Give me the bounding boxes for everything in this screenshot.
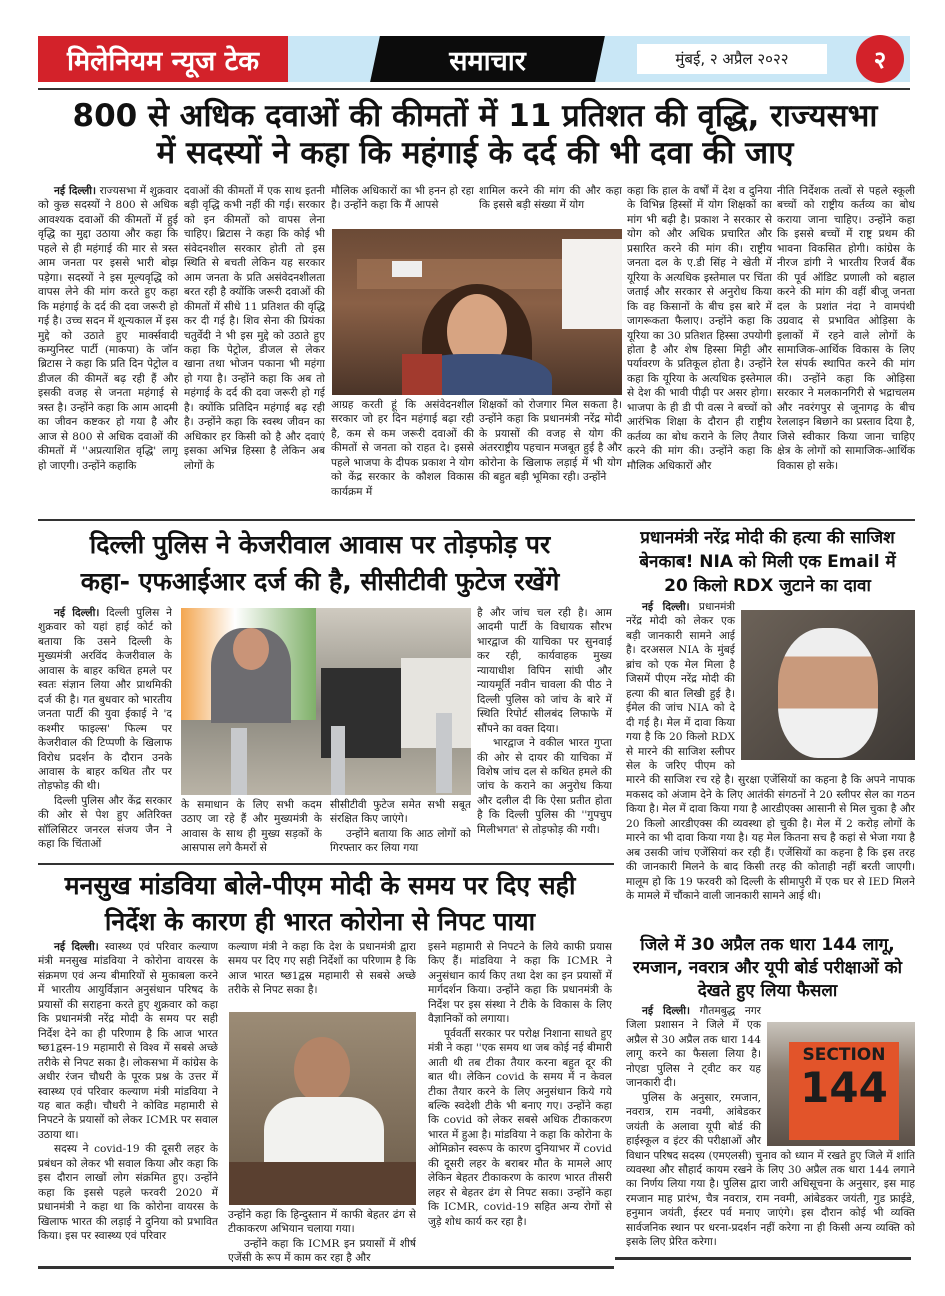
headline-line: दिल्ली पुलिस ने केजरीवाल आवास पर तोड़फोड़ पर: [89, 530, 551, 559]
body-text: नीति निर्देशक तत्वों से पहले स्कूली बच्चों को राष्ट्रीय कर्तव्य का बोध कराया जाना चाहिए। उन्होंने कहा कि इससे बच्चों में राष्ट्र प्रथम की भावना विकसित होगी। कांग्रेस के नीरज डांगी ने भारतीय रिजर्व बैंक की पूर्व ऑडिट प्रणाली को बहाल करने की मांग की वहीं बीजू जनता दल के प्रशांत नंदा ने वामपंथी उग्रवाद से प्रभावित ओड़िसा के इलाकों में रहने वाले लोगों के सामाजिक-आर्थिक विकास के लिए रेल संपर्क स्थापित करने की मांग की। उन्होंने कहा कि ओड़िसा सरकार ने मलकानगिरी से भद्राचलम और नवरंगपुर से जूनागढ़ के बीच रेललाइन बिछाने का प्रस्ताव दिया है, जिसे स्वीकार किया जाना चाहिए क्षेत्र के लोगों को सामाजिक-आर्थिक विकास हो सके।: [777, 185, 915, 472]
body-text: पुलिस के अनुसार, रमजान, नवरात्र, राम नवमी, आंबेडकर जयंती के अलावा यूपी बोर्ड की हाईस्कूल व इंटर की परीक्षाओं और विधान परिषद सदस्य (एमएलसी) चुनाव को ध्यान में रखते हुए जिले में शांति व्यवस्था और सौहार्द कायम रखने के लिए 30 अप्रैल तक धारा 144 लगाने का निर्णय लिया गया है। पुलिस द्वारा जारी अधिसूचना के अनुसार, इस माह रमजान माह प्रारंभ, चैत्र नवरात्र, राम नवमी, आंबेडकर जयंती, गुड फ्राईडे, हनुमान जयंती, ईस्टर पर्व मनाए जाएंगे। इस दौरान कोई भी व्यक्ति सार्वजनिक स्थान पर धरना-प्रदर्शन नहीं करेगा ना ही किसी अन्य व्यक्ति को इसके लिए प्रेरित करेगा।: [626, 1091, 915, 1249]
article-column: [479, 398, 622, 516]
masthead: मिलेनियम न्यूज टेक: [38, 36, 288, 82]
body-text: उन्होंने कहा कि हिन्दुस्तान में काफी बेहतर ढंग से टीकाकरण अभियान चलाया गया।: [228, 1209, 416, 1236]
photo-section-144: [767, 1022, 915, 1146]
headline-line: प्रधानमंत्री नरेंद्र मोदी की हत्या की साजिश: [640, 528, 895, 548]
article-column: [38, 184, 178, 516]
body-text: पूर्ववर्ती सरकार पर परोक्ष निशाना साधते हुए मंत्री ने कहा ''एक समय था जब कोई नई बीमारी आती थी तब टीका तैयार करना बहुत दूर की बात थी। लेकिन covid के समय में न केवल टीका तैयार करने के लिए अनुसंधान किये गये बल्कि स्वदेशी टीके भी बनाए गए। उन्होंने कहा कि covid को लेकर सबसे अधिक टीकाकरण भारत में हुआ है। मांडविया ने कहा कि कोरोना के ओमिक्रोन स्वरूप के कारण दुनियाभर में covid की दूसरी लहर के बराबर मौत के मामले आए लेकिन बेहतर टीकाकरण के कारण भारत तीसरी लहर से बेहतर ढंग से निपट सका। उन्होंने कहा कि ICMR, covid-19 सहित अन्य रोगों से जुड़े शोध कार्य कर रहा है।: [428, 1027, 612, 1228]
article-column: [228, 940, 416, 1000]
body-text: सदस्य ने covid-19 की दूसरी लहर के प्रबंधन को लेकर भी सवाल किया और कहा कि इस दौरान लाखों लोग संक्रमित हुए। उन्होंने कहा कि इससे पहले फरवरी 2020 में प्रधानमंत्री ने कहा था कि कोरोना वायरस के खिलाफ भारत की लड़ाई ने दुनिया को प्रभावित किया। इस पर स्वास्थ्य एवं परिवार: [38, 1143, 218, 1243]
body-text: आग्रह करती हूं कि असंवेदनशील सरकार जो हर दिन महंगाई बढ़ा रही है, कम से कम जरूरी दवाओं की कीमतों से जनता को राहत दे। इससे पहले भाजपा के दीपक प्रकाश ने योग को केंद्र सरकार के कौशल विकास कार्यक्रम में: [331, 399, 474, 498]
article-column: [228, 1208, 416, 1266]
article-column: [331, 184, 474, 214]
body-text: कहा कि हाल के वर्षों में देश व दुनिया के विभिन्न हिस्सों में योग शिक्षकों का मांग भी बढ़ी है। प्रकाश ने सरकार से योग को और अधिक प्रचारित और प्रसारित करने की मांग की। राष्ट्रीय जनता दल के ए.डी सिंह ने खेती में यूरिया के अत्यधिक इस्तेमाल पर चिंता जताई और सरकार से अनुरोध किया कि वह किसानों के बीच इस बारे में जागरूकता फैलाए। उन्होंने कहा कि यूरिया का 30 प्रतिशत हिस्सा उपयोगी होता है और शेष हिस्सा मिट्टी और पर्यावरण के प्रतिकूल होता है। उन्होंने कहा कि यूरिया के अत्यधिक इस्तेमाल से देश की भावी पीढ़ी पर असर होगा। भाजपा के ही डी पी वत्स ने बच्चों को आरंभिक शिक्षा के दौरान ही राष्ट्रीय कर्तव्य का बोध कराने के लिए तैयार करने की मांग की। उन्होंने कहा कि मौलिक अधिकारों और: [627, 185, 772, 472]
headline-line: रमजान, नवरात्र और यूपी बोर्ड परीक्षाओं को: [632, 958, 903, 978]
article-column: [184, 184, 325, 516]
body-text: इसने महामारी से निपटने के लिये काफी प्रयास किए हैं। मांडविया ने कहा कि ICMR ने अनुसंधान कार्य किए तथा देश का इन प्रयासों में मार्गदर्शन किया। उन्होंने कहा कि प्रधानमंत्री के निर्देश पर इस संस्था ने टीके के विकास के लिए वैज्ञानिकों को लगाया।: [428, 941, 612, 1026]
photo-mandaviya-parliament: [229, 1012, 416, 1205]
body-text: कल्याण मंत्री ने कहा कि देश के प्रधानमंत्री द्वारा समय पर दिए गए सही निर्देशों का परिणाम है कि आज भारत ष्छ1द्वस्र महामारी से सबसे अच्छे तरीके से निपट सका है।: [228, 941, 416, 997]
section-title: समाचार: [449, 45, 526, 77]
dateline: नई दिल्ली।: [642, 601, 690, 613]
body-text: सीसीटीवी फुटेज समेत सभी सबूत संरक्षित किए जाएंगे।: [330, 799, 471, 826]
article-column: [181, 798, 322, 860]
body-text: राज्यसभा में शुक्रवार को कुछ सदस्यों ने 800 से अधिक आवश्यक दवाओं की कीमतों में हुई वृद्धि का मुद्दा उठाया और कहा कि पहले से ही महंगाई की मार से त्रस्त आम जनता पर इससे भारी बोझ पड़ेगा। सदस्यों ने इस मूल्यवृद्धि को वापस लेने की मांग करते हुए कहा कि महंगाई के दर्द की दवा जरूरी हो गई है। उच्च सदन में शून्यकाल में इस मुद्दे को उठाते हुए मार्क्सवादी कम्युनिस्ट पार्टी (माकपा) के जॉन ब्रिटास ने कहा कि प्रति दिन पेट्रोल व डीजल की कीमतें बढ़ रही हैं और इसकी वजह से जनता महंगाई से त्रस्त है। उन्होंने कहा कि आम आदमी का जीवन कष्टकर हो गया है और आज से 800 से अधिक दवाओं की कीमतों में ''अप्रत्याशित वृद्धि' लागू हो जाएगी। उन्होंने कहाकि: [38, 185, 178, 472]
article-headline: [620, 934, 915, 1003]
photo-rajyasabha-speaker: [332, 229, 622, 395]
photo-pm-modi: [741, 610, 915, 760]
divider: [38, 863, 614, 865]
article-column: [479, 184, 622, 214]
headline-line: 800 से अधिक दवाओं की कीमतों में 11 प्रतिशत की वृद्धि, राज्यसभा: [72, 98, 878, 134]
body-text: दवाओं की कीमतों में एक साथ इतनी बड़ी वृद्धि कभी नहीं की गई। सरकार को इन कीमतों को वापस लेना चाहिए। ब्रिटास ने कहा कि कोई भी संवेदनशील सरकार होती तो इस स्थिति से बचती लेकिन यह सरकार आम जनता के प्रति असंवेदनशीलता बरत रही है क्योंकि जरूरी दवाओं की कीमतों में सीधे 11 प्रतिशत की वृद्धि कर दी गई है। शिव सेना की प्रियंका चतुर्वेदी ने भी इस मुद्दे को उठाते हुए कहा कि पेट्रोल, डीजल से लेकर खाना तथा भोजन पकाना भी महंगा हो गया है। उन्होंने कहा कि अब तो महंगाई के दर्द की दवा जरूरी हो गई है। क्योंकि प्रतिदिन महंगाई बढ़ रही है। उन्होंने कहा कि स्वस्थ जीवन का अधिकार हर किसी को है और दवाएं इसका अभिन्न हिस्सा है लेकिन अब लोगों के: [184, 185, 325, 472]
body-text: शामिल करने की मांग की और कहा कि इससे बड़ी संख्या में योग: [479, 185, 622, 212]
article-column: [331, 398, 474, 516]
issue-date: मुंबई, २ अप्रैल २०२२: [637, 44, 827, 74]
article-headline: [30, 868, 610, 940]
dateline: नई दिल्ली।: [54, 607, 100, 619]
article-headline: [30, 526, 610, 600]
article-column: [477, 606, 612, 860]
body-text: प्रधानमंत्री नरेंद्र मोदी को लेकर एक बड़ी जानकारी सामने आई है। दरअसल NIA के मुंबई ब्रांच को एक मेल मिला है जिसमें पीएम नरेंद्र मोदी की हत्या की बात लिखी हुई है। ईमेल की जांच NIA को दे दी गई है। मेल में दावा किया गया है कि 20 किलो RDX से मारने की साजिश स्लीपर सेल के जरिए पीएम को मारने की साजिश रच रहे है। सुरक्षा एजेंसियों का कहना है कि अपने नापाक मकसद को अंजाम देने के लिए आतंकी संगठनों ने 20 स्लीपर सेल का गठन किया है। मेल में दावा किया गया है आरडीएक्स आसानी से मिल चुका है और 20 किलो आरडीएक्स की व्यवस्था हो चुकी है। मेल में 2 करोड़ लोगों के मारने का भी दावा किया गया है। यह मेल कितना सच है कहां से भेजा गया है अब उसकी जांच एजेंसियां कर रही हैं। एजेंसियों का कहना है कि इस तरह की जानकारी मिलने के बाद किसी तरह की कोताही नहीं बरती जाएगी। मालूम हो कि 19 फरवरी को दिल्ली के सीमापुरी में एक घर से IED मिलने के मामले में चौंकाने वाली जानकारी सामने आई थी।: [626, 601, 915, 903]
sign-text: SECTION: [802, 1045, 886, 1065]
headline-line: 20 किलो RDX जुटाने का दावा: [664, 576, 871, 596]
divider: [615, 1257, 911, 1260]
divider: [38, 519, 915, 521]
body-text: शिक्षकों को रोजगार मिल सकता है। उन्होंने कहा कि प्रधानमंत्री नरेंद्र मोदी के प्रयासों की वजह से योग की अंतरराष्ट्रीय पहचान मजबूत हुई है और कोरोना के खिलाफ लड़ाई में भी योग की बहुत बड़ी भूमिका रही। उन्होंने: [479, 399, 622, 484]
body-text: के समाधान के लिए सभी कदम उठाए जा रहे हैं और मुख्यमंत्री के आवास के साथ ही मुख्य सड़कों के आसपास लगे कैमरों से: [181, 799, 322, 855]
article-headline: [30, 98, 920, 171]
sign-text: 144: [800, 1063, 888, 1113]
headline-line: जिले में 30 अप्रैल तक धारा 144 लागू,: [640, 935, 895, 955]
article-column: [777, 184, 915, 516]
article-column: [626, 600, 915, 915]
dateline: नई दिल्ली।: [54, 941, 99, 953]
body-text: भारद्वाज ने वकील भारत गुप्ता की ओर से दायर की याचिका में विशेष जांच दल से कथित हमले की जांच के कराने का अनुरोध किया और दलील दी कि ऐसा प्रतीत होता है कि दिल्ली पुलिस की ''गुपचुप मिलीभगत' से तोड़फोड़ की गयी।: [477, 737, 612, 836]
headline-line: मनसुख मांडविया बोले-पीएम मोदी के समय पर दिए सही: [64, 871, 576, 900]
page-number: २: [856, 35, 904, 83]
body-text: उन्होंने बताया कि आठ लोगों को गिरफ्तार कर लिया गया: [330, 827, 471, 855]
headline-line: निर्देश के कारण ही भारत कोरोना से निपट पाया: [104, 907, 536, 936]
body-text: मौलिक अधिकारों का भी हनन हो रहा है। उन्होंने कहा कि मैं आपसे: [331, 185, 474, 212]
photo-kejriwal-residence: [181, 608, 471, 795]
article-headline: [620, 526, 915, 598]
article-column: [428, 940, 612, 1265]
body-text: उन्होंने कहा कि ICMR इन प्रयासों में शीर्ष एजेंसी के रूप में काम कर रहा है और: [228, 1237, 416, 1265]
dateline: नई दिल्ली।: [642, 1005, 691, 1017]
article-column: [38, 606, 172, 860]
headline-line: में सदस्यों ने कहा कि महंगाई के दर्द की भी दवा की जाए: [156, 134, 794, 171]
headline-line: बेनकाब! NIA को मिली एक Email में: [639, 552, 896, 572]
body-text: दिल्ली पुलिस ने शुक्रवार को यहां हाई कोर्ट को बताया कि उसने दिल्ली के मुख्यमंत्री अरविंद केजरीवाल के आवास के बाहर कथित हमले पर स्वतः संज्ञान लिया और प्राथमिकी दर्ज की है। गत बुधवार को भारतीय जनता पार्टी की युवा ईकाई ने 'द कश्मीर फाइल्स' फिल्म पर केजरीवाल की टिप्पणी के खिलाफ विरोध प्रदर्शन के दौरान उनके आवास के बाहर कथित तौर पर तोड़फोड़ की थी।: [38, 607, 172, 793]
body-text: दिल्ली पुलिस और केंद्र सरकार की ओर से पेश हुए अतिरिक्त सॉलिसिटर जनरल संजय जैन ने कहा कि चिंताओं: [38, 794, 172, 851]
divider: [38, 1266, 614, 1269]
headline-line: कहा- एफआईआर दर्ज की है, सीसीटीवी फुटेज रखेंगे: [80, 567, 560, 596]
article-column: [627, 184, 772, 516]
article-column: [626, 1004, 915, 1256]
headline-line: देखते हुए लिया फैसला: [697, 981, 838, 1001]
body-text: स्वास्थ्य एवं परिवार कल्याण मंत्री मनसुख मांडविया ने कोरोना वायरस के संक्रमण एवं अन्य बीमारियों से मुकाबला करने में भारतीय आयुर्विज्ञान अनुसंधान परिषद के प्रयासों की सराहना करते हुए शुक्रवार को कहा कि प्रधानमंत्री नरेंद्र मोदी के समय पर सही निर्देश देने का ही परिणाम है कि आज भारत ष्छ1द्वस्न-19 महामारी से विश्व में सबसे अच्छे तरीके से निपट सका है। लोकसभा में कांग्रेस के अधीर रंजन चौधरी के पूरक प्रश्न के उत्तर में स्वास्थ्य एवं परिवार कल्याण मंत्री मांडविया ने यह बात कही। चौधरी ने कोविड महामारी से निपटने के प्रयासों को लेकर ICMR पर सवाल उठाया था।: [38, 941, 218, 1141]
article-column: [330, 798, 471, 860]
article-column: [38, 940, 218, 1265]
divider: [38, 88, 910, 90]
dateline: नई दिल्ली।: [54, 185, 97, 197]
body-text: गौतमबुद्ध नगर जिला प्रशासन ने जिले में एक अप्रैल से 30 अप्रैल तक धारा 144 लागू करने का फैसला लिया है। नोएडा पुलिस ने ट्वीट कर यह जानकारी दी।: [626, 1005, 762, 1090]
body-text: है और जांच चल रही है। आम आदमी पार्टी के विधायक सौरभ भारद्वाज की याचिका पर सुनवाई कर रही, कार्यवाहक मुख्य न्यायाधीश विपिन सांघी और न्यायमूर्ति नवीन चावला की पीठ ने दिल्ली पुलिस को जांच के बारे में स्थिति रिपोर्ट सीलबंद लिफाफे में सौंपने का वक्त दिया।: [477, 607, 612, 735]
